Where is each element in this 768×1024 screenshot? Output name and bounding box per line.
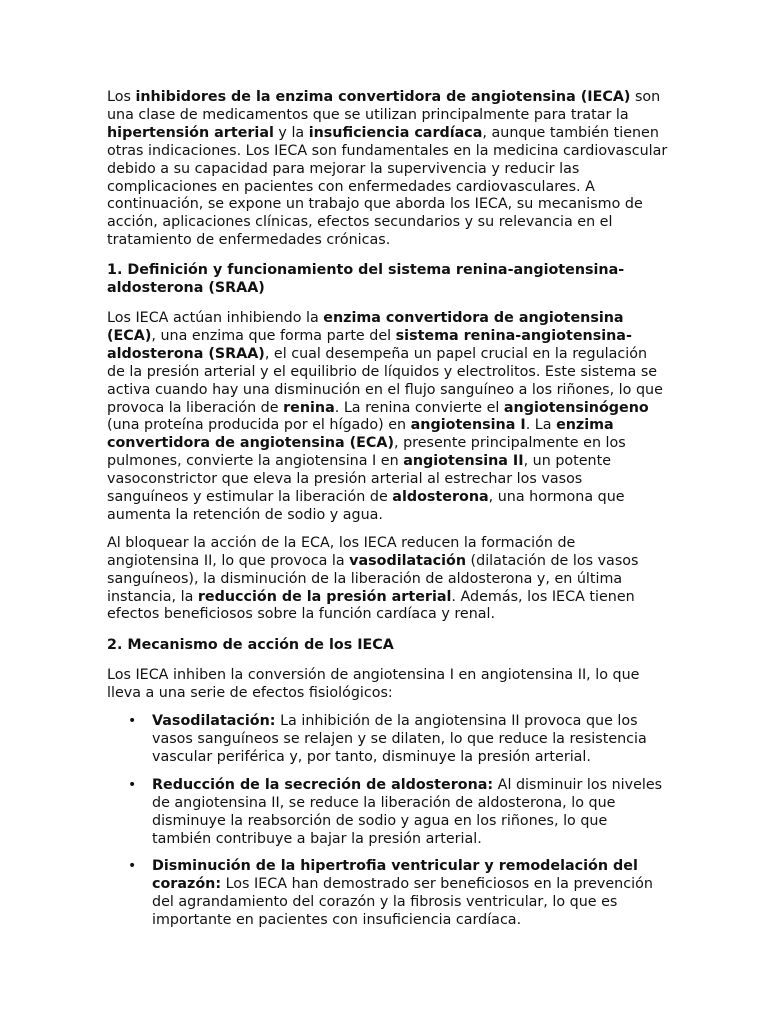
section2-heading: 2. Mecanismo de acción de los IECA xyxy=(107,637,394,654)
list-item-term: Disminución de la hipertrofia ventricular y remodelación del corazón: xyxy=(152,858,638,893)
section1-paragraph-1 xyxy=(107,310,668,525)
s1p1-bold-sraa: sistema renina-angiotensina-aldosterona (SRAA) xyxy=(107,327,632,362)
s1p2-text-3: . Además, los IECA tienen efectos beneficiosos sobre la función cardíaca y renal. xyxy=(107,588,635,623)
section1-paragraph-2 xyxy=(107,535,668,625)
intro-text-4: , aunque también tienen otras indicaciones. Los IECA son fundamentales en la medicina cardiovascular debido a su capacidad para mejorar la supervivencia y reducir las complicaciones en pacientes con enfermedades cardiovasculares. A continuación, se expone un trabajo que aborda los IECA, su mecanismo de acción, aplicaciones clínicas, efectos secundarios y su relevancia en el tratamiento de enfermedades crónicas. xyxy=(107,124,668,249)
list-item-text: Al disminuir los niveles de angiotensina II, se reduce la liberación de aldosterona, lo que disminuye la reabsorción de sodio y agua en los riñones, lo que también contribuye a bajar la presión arterial. xyxy=(152,776,663,847)
s1p1-bold-angiotensina-i: angiotensina I xyxy=(410,417,526,434)
s1p1-bold-angiotensina-ii: angiotensina II xyxy=(403,453,524,470)
intro-text-2: son una clase de medicamentos que se utilizan principalmente para tratar la xyxy=(107,89,661,123)
s1p1-text-9: , una hormona que aumenta la retención de sodio y agua. xyxy=(107,489,625,523)
list-item-text: La inhibición de la angiotensina II provoca que los vasos sanguíneos se relajen y se dilaten, lo que reduce la resistencia vascular periférica y, por tanto, disminuye la presión arterial. xyxy=(152,713,647,765)
s1p1-text-3: , el cual desempeña un papel crucial en la regulación de la presión arterial y el equilibrio de líquidos y electrolitos. Este sistema se activa cuando hay una disminución en el flujo sanguíneo a los riñones, lo que provoca la liberación de xyxy=(107,345,663,416)
bullet-icon: • xyxy=(128,713,137,730)
s1p1-bold-eca-2: enzima convertidora de angiotensina (ECA) xyxy=(107,417,614,452)
s1p2-bold-vasodilatacion: vasodilatación xyxy=(349,552,467,569)
s1p1-text-1: Los IECA actúan inhibiendo la xyxy=(107,309,324,326)
s1p1-bold-eca: enzima convertidora de angiotensina (ECA) xyxy=(107,309,624,344)
section1-heading: 1. Definición y funcionamiento del sistema renina-angiotensina-aldosterona (SRAA) xyxy=(107,262,625,297)
list-item xyxy=(128,858,668,930)
intro-bold-insuficiencia: insuficiencia cardíaca xyxy=(308,124,483,141)
bullet-icon: • xyxy=(128,776,137,793)
s1p1-text-5: (una proteína producida por el hígado) en xyxy=(107,417,411,434)
s1p1-bold-aldosterona: aldosterona xyxy=(392,489,489,506)
intro-paragraph xyxy=(107,89,668,250)
intro-bold-ieca: inhibidores de la enzima convertidora de angiotensina (IECA) xyxy=(135,89,631,105)
intro-text-1: Los xyxy=(107,89,136,105)
s1p2-text-2: (dilatación de los vasos sanguíneos), la disminución de la liberación de aldosterona y, en última instancia, la xyxy=(107,552,639,605)
s1p1-bold-renina: renina xyxy=(283,399,335,416)
s1p1-text-8: , un potente vasoconstrictor que eleva la presión arterial al estrechar los vasos sanguíneos y estimular la liberación de xyxy=(107,453,612,506)
s1p2-bold-reduccion: reducción de la presión arterial xyxy=(197,588,452,605)
list-item-term: Vasodilatación: xyxy=(152,713,276,730)
mechanism-list xyxy=(107,713,668,930)
s1p1-text-2: , una enzima que forma parte del xyxy=(151,327,396,344)
list-item-text: Los IECA han demostrado ser beneficiosos en la prevención del agrandamiento del corazón y la fibrosis ventricular, lo que es importante en pacientes con insuficiencia cardíaca. xyxy=(152,876,653,929)
s1p1-text-6: . La xyxy=(525,417,557,434)
s1p1-bold-angiotensinogeno: angiotensinógeno xyxy=(503,399,649,416)
section2-paragraph-1: Los IECA inhiben la conversión de angiotensina I en angiotensina II, lo que lleva a una serie de efectos fisiológicos: xyxy=(107,667,640,702)
s1p2-text-1: Al bloquear la acción de la ECA, los IECA reducen la formación de angiotensina II, lo que provoca la xyxy=(107,534,576,569)
s1p1-text-7: , presente principalmente en los pulmones, convierte la angiotensina I en xyxy=(107,435,626,470)
list-item-term: Reducción de la secreción de aldosterona: xyxy=(152,776,494,793)
list-item xyxy=(128,713,668,767)
s1p1-text-4: . La renina convierte el xyxy=(334,399,504,416)
intro-bold-hipertension: hipertensión arterial xyxy=(107,124,274,141)
bullet-icon: • xyxy=(128,858,137,875)
list-item xyxy=(128,776,668,849)
intro-text-3: y la xyxy=(273,124,309,141)
